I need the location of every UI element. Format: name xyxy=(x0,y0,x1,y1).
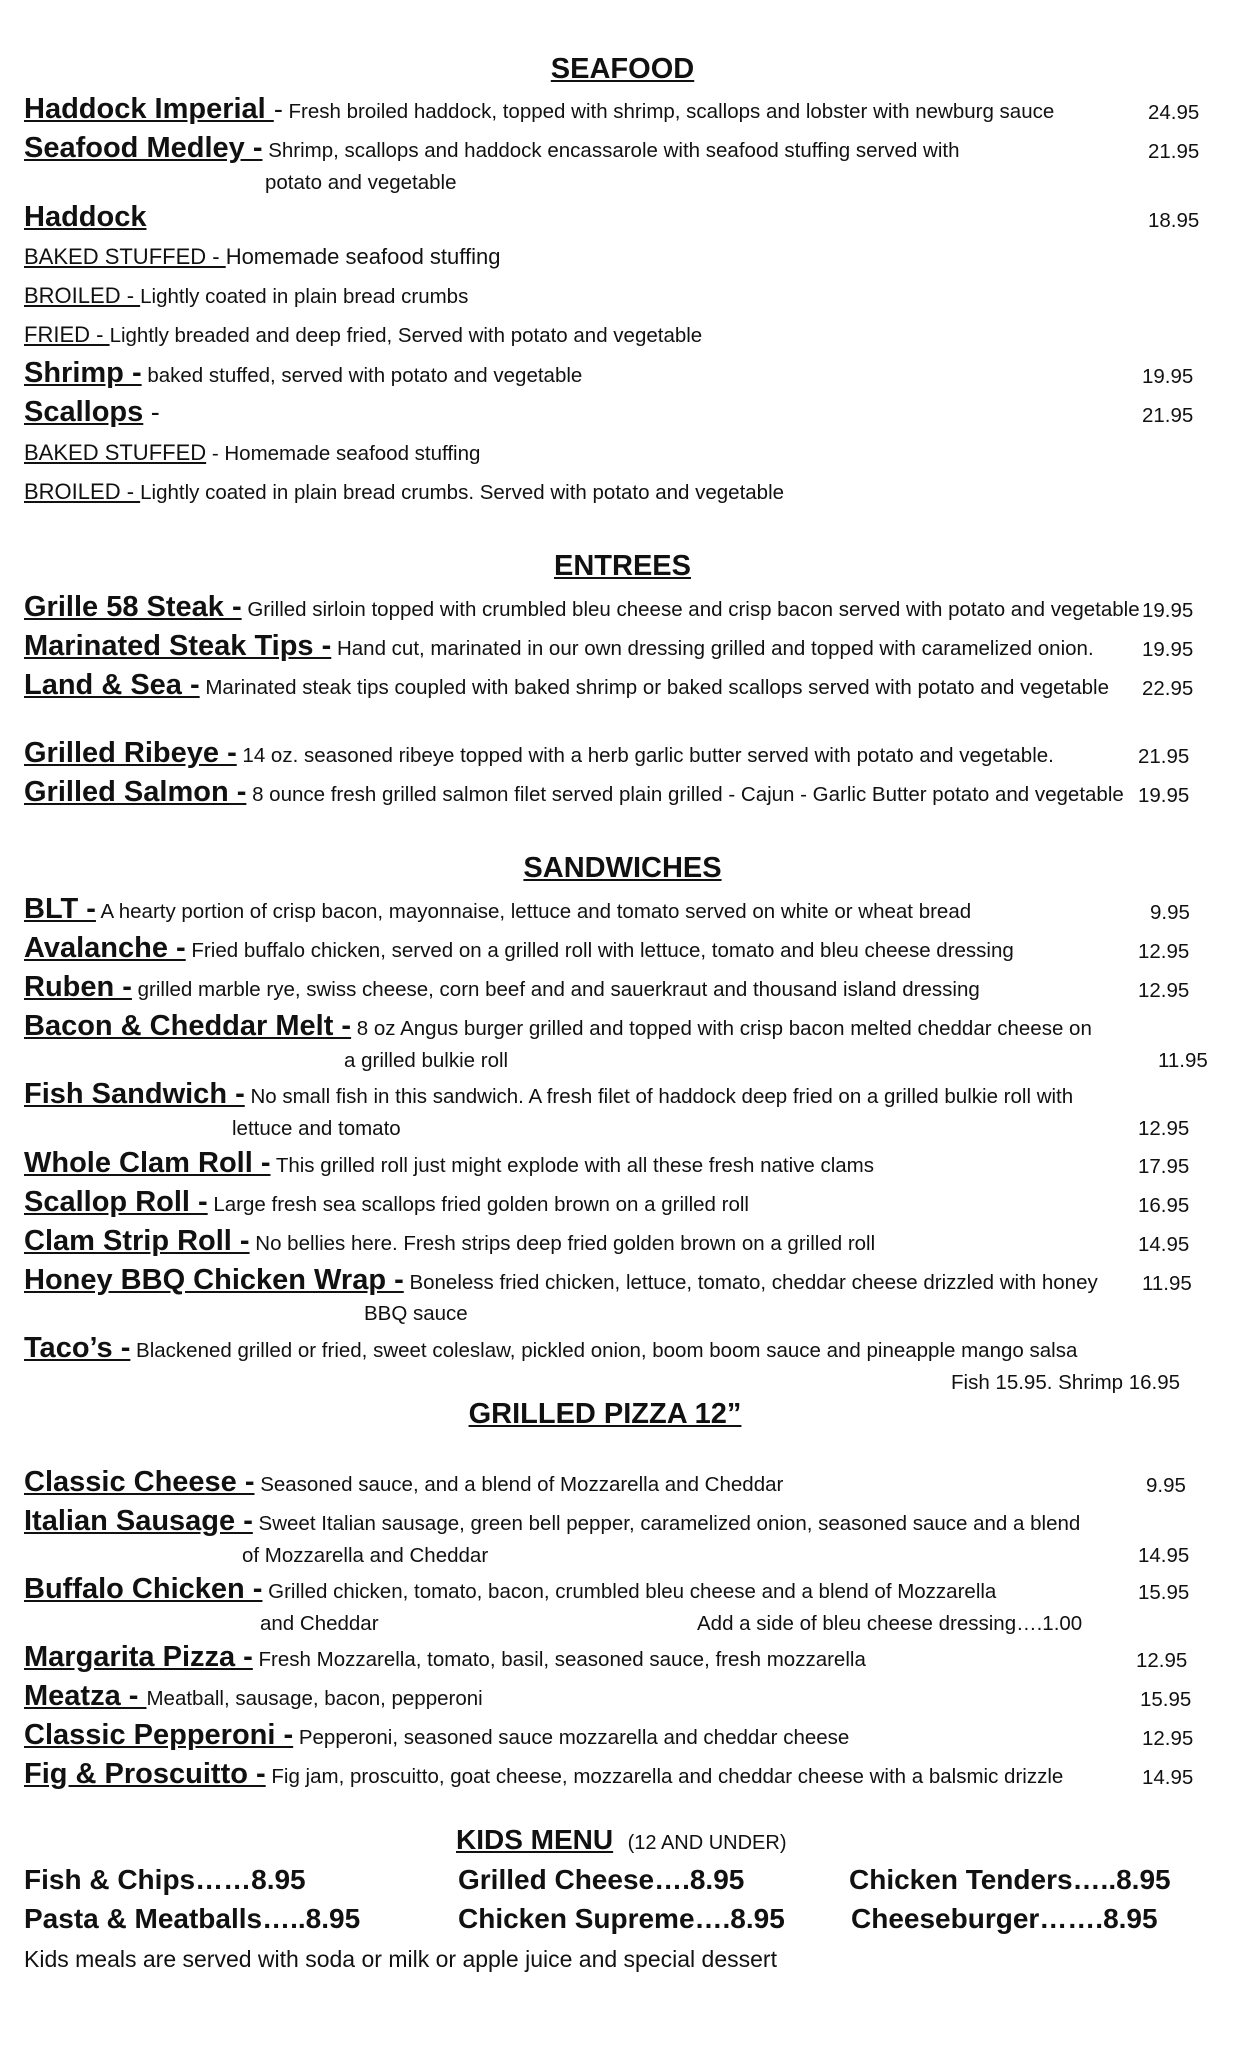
kids-item: Chicken Supreme….8.95 xyxy=(458,1903,785,1934)
menu-item-blt: BLT - A hearty portion of crisp bacon, mayonnaise, lettuce and tomato served on white or wheat bread xyxy=(24,893,972,925)
item-price: 21.95 xyxy=(1138,745,1190,768)
kids-subheading: (12 AND UNDER) xyxy=(627,1832,787,1854)
item-price: 15.95 xyxy=(1140,1688,1192,1711)
menu-item-avalanche: Avalanche - Fried buffalo chicken, served on a grilled roll with lettuce, tomato and bleu cheese dressing xyxy=(24,932,1014,964)
item-price: 12.95 xyxy=(1138,979,1190,1002)
scallops-broiled: BROILED - Lightly coated in plain bread crumbs. Served with potato and vegetable xyxy=(24,479,785,504)
item-price: 21.95 xyxy=(1148,140,1200,163)
menu-item-grille-58-steak: Grille 58 Steak - Grilled sirloin topped with crumbled bleu cheese and crisp bacon served with potato and vegetable xyxy=(24,591,1140,623)
menu-item-grilled-ribeye: Grilled Ribeye - 14 oz. seasoned ribeye topped with a herb garlic butter served with potato and vegetable. xyxy=(24,737,1054,769)
kids-item: Cheeseburger…….8.95 xyxy=(851,1903,1158,1934)
haddock-broiled: BROILED - Lightly coated in plain bread crumbs xyxy=(24,283,469,308)
scallops-baked-stuffed: BAKED STUFFED - Homemade seafood stuffing xyxy=(24,440,481,465)
item-description-cont: lettuce and tomato xyxy=(232,1117,401,1140)
menu-item-whole-clam-roll: Whole Clam Roll - This grilled roll just might explode with all these fresh native clams xyxy=(24,1147,874,1179)
item-description: Fresh broiled haddock, topped with shrimp, scallops and lobster with newburg sauce xyxy=(282,100,1055,123)
item-price: 15.95 xyxy=(1138,1581,1190,1604)
item-price: 11.95 xyxy=(1158,1049,1208,1072)
item-price: 24.95 xyxy=(1148,101,1200,124)
kids-item: Grilled Cheese….8.95 xyxy=(458,1864,745,1895)
item-price: 9.95 xyxy=(1146,1474,1186,1497)
item-price: 14.95 xyxy=(1138,1544,1190,1567)
menu-item-italian-sausage: Italian Sausage - Sweet Italian sausage, green bell pepper, caramelized onion, seasoned sauce and a blend xyxy=(24,1505,1081,1537)
menu-item-honey-bbq-wrap: Honey BBQ Chicken Wrap - Boneless fried chicken, lettuce, tomato, cheddar cheese drizzled with honey xyxy=(24,1264,1098,1296)
seafood-heading: SEAFOOD xyxy=(550,53,695,85)
menu-item-margarita-pizza: Margarita Pizza - Fresh Mozzarella, tomato, basil, seasoned sauce, fresh mozzarella xyxy=(24,1641,866,1673)
item-price: 19.95 xyxy=(1138,784,1190,807)
menu-item-haddock: Haddock xyxy=(24,201,147,233)
item-price: 12.95 xyxy=(1142,1727,1194,1750)
menu-item-scallops: Scallops - xyxy=(24,396,160,428)
pizza-heading: GRILLED PIZZA 12” xyxy=(468,1398,742,1430)
haddock-baked-stuffed: BAKED STUFFED - Homemade seafood stuffing xyxy=(24,244,501,269)
menu-item-marinated-steak-tips: Marinated Steak Tips - Hand cut, marinated in our own dressing grilled and topped with caramelized onion. xyxy=(24,630,1094,662)
kids-item: Pasta & Meatballs…..8.95 xyxy=(24,1903,361,1934)
item-description-cont: of Mozzarella and Cheddar xyxy=(242,1544,489,1567)
item-price: 12.95 xyxy=(1136,1649,1188,1672)
item-price: 18.95 xyxy=(1148,209,1200,232)
kids-item: Fish & Chips……8.95 xyxy=(24,1864,306,1895)
menu-item-clam-strip-roll: Clam Strip Roll - No bellies here. Fresh strips deep fried golden brown on a grilled roll xyxy=(24,1225,876,1257)
menu-item-scallop-roll: Scallop Roll - Large fresh sea scallops fried golden brown on a grilled roll xyxy=(24,1186,749,1218)
menu-item-ruben: Ruben - grilled marble rye, swiss cheese, corn beef and and sauerkraut and thousand island dressing xyxy=(24,971,980,1003)
item-price: 19.95 xyxy=(1142,365,1194,388)
menu-item-buffalo-chicken: Buffalo Chicken - Grilled chicken, tomato, bacon, crumbled bleu cheese and a blend of Mozzarella xyxy=(24,1573,997,1605)
item-price: 16.95 xyxy=(1138,1194,1190,1217)
menu-item-shrimp: Shrimp - baked stuffed, served with potato and vegetable xyxy=(24,357,583,389)
menu-item-meatza: Meatza - Meatball, sausage, bacon, pepperoni xyxy=(24,1680,483,1712)
item-price: 12.95 xyxy=(1138,1117,1190,1140)
menu-item-bacon-cheddar-melt: Bacon & Cheddar Melt - 8 oz Angus burger grilled and topped with crisp bacon melted cheddar cheese on xyxy=(24,1010,1092,1042)
item-price: 22.95 xyxy=(1142,677,1194,700)
menu-item-grilled-salmon: Grilled Salmon - 8 ounce fresh grilled salmon filet served plain grilled - Cajun - Garlic Butter potato and vegetable xyxy=(24,776,1124,808)
kids-item: Chicken Tenders…..8.95 xyxy=(849,1864,1171,1895)
menu-item-classic-cheese: Classic Cheese - Seasoned sauce, and a blend of Mozzarella and Cheddar xyxy=(24,1466,784,1498)
menu-item-tacos: Taco’s - Blackened grilled or fried, sweet coleslaw, pickled onion, boom boom sauce and pineapple mango salsa xyxy=(24,1332,1078,1364)
sandwiches-heading: SANDWICHES xyxy=(523,852,722,884)
menu-item-land-and-sea: Land & Sea - Marinated steak tips coupled with baked shrimp or baked scallops served with potato and vegetable xyxy=(24,669,1110,701)
entrees-heading: ENTREES xyxy=(554,550,691,582)
menu-item-haddock-imperial: Haddock Imperial - Fresh broiled haddock, topped with shrimp, scallops and lobster with newburg sauce xyxy=(24,93,1055,125)
item-price: Fish 15.95. Shrimp 16.95 xyxy=(951,1371,1181,1394)
kids-note: Kids meals are served with soda or milk or apple juice and special dessert xyxy=(24,1946,777,1972)
item-price: 14.95 xyxy=(1138,1233,1190,1256)
item-price: 21.95 xyxy=(1142,404,1194,427)
item-description-cont: and Cheddar xyxy=(260,1612,379,1635)
kids-heading: KIDS MENU xyxy=(456,1824,614,1855)
item-price: 17.95 xyxy=(1138,1155,1190,1178)
haddock-fried: FRIED - Lightly breaded and deep fried, Served with potato and vegetable xyxy=(24,322,703,347)
menu-item-fig-proscuitto: Fig & Proscuitto - Fig jam, proscuitto, goat cheese, mozzarella and cheddar cheese with a balsmic drizzle xyxy=(24,1758,1064,1790)
item-price: 11.95 xyxy=(1142,1272,1192,1295)
item-price: 14.95 xyxy=(1142,1766,1194,1789)
menu-item-fish-sandwich: Fish Sandwich - No small fish in this sandwich. A fresh filet of haddock deep fried on a grilled bulkie roll with xyxy=(24,1078,1074,1110)
item-description-cont: potato and vegetable xyxy=(265,171,457,194)
item-description-cont: BBQ sauce xyxy=(364,1302,468,1325)
kids-heading-row xyxy=(456,1824,787,1856)
item-price: 12.95 xyxy=(1138,940,1190,963)
item-price: 19.95 xyxy=(1142,599,1194,622)
item-name: Haddock Imperial xyxy=(24,93,274,125)
item-description-cont: a grilled bulkie roll xyxy=(344,1049,509,1072)
item-note: Add a side of bleu cheese dressing….1.00 xyxy=(697,1612,1083,1635)
item-price: 9.95 xyxy=(1150,901,1190,924)
item-price: 19.95 xyxy=(1142,638,1194,661)
menu-item-classic-pepperoni: Classic Pepperoni - Pepperoni, seasoned sauce mozzarella and cheddar cheese xyxy=(24,1719,850,1751)
menu-item-seafood-medley: Seafood Medley - Shrimp, scallops and haddock encassarole with seafood stuffing served with xyxy=(24,132,960,164)
